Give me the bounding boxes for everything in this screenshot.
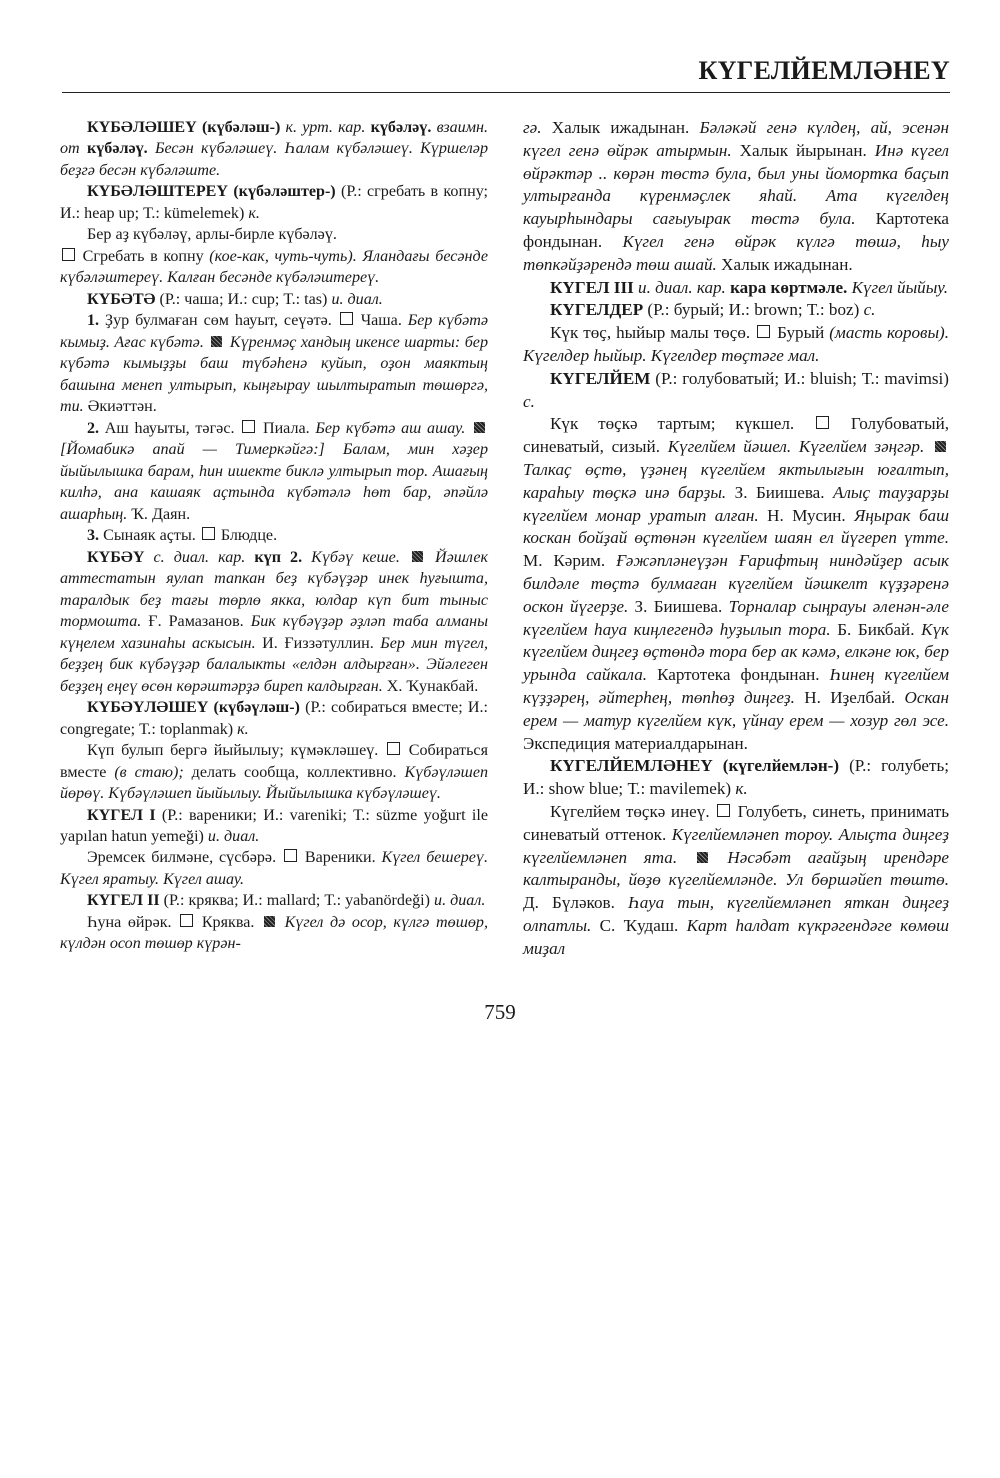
square-box-icon <box>284 849 297 862</box>
filled-square-icon <box>697 852 708 863</box>
entry-kugelder: КҮГЕЛДЕР (Р.: бурый; И.: brown; Т.: boz) с. Күк төҫ, һыйыр малы төҫө. Бурый (масть коровы). Күгелдер һыйыр. Күгелдер төҫтәге мал. <box>523 300 949 365</box>
square-box-icon <box>62 248 75 261</box>
sense-1: 1. Ҙур булмаған сөм һауыт, сеүәтә. Чаша. Бер күбәтә кымыҙ. Ағас күбәтә. Күренмәҫ хандың икенсе шарты: бер күбәтә кымыҙҙы баш түбәһенә куйып, оҙон маяктың башына менеп ултырып, кыңғырау шылтыратып төшөргә, ти. Әкиәттән. <box>60 312 489 416</box>
entry-kubewleshew: КҮБӘҮЛӘШЕҮ (күбәүләш-) (Р.: собираться вместе; И.: congregate; Т.: toplanmak) к. Күп булып бергә йыйылыу; күмәкләшеү. Собираться вместе (в стаю); делать сообща, коллективно. Күбәүләшеп йөрөү. Күбәүләшеп йыйылыу. Йыйылышка күбәүләшеү. <box>60 699 489 803</box>
filled-square-icon <box>264 916 275 927</box>
square-box-icon <box>717 804 730 817</box>
entry-kugel-3: КҮГЕЛ III и. диал. кар. кара көртмәле. Күгел йыйыу. <box>550 277 949 297</box>
entry-kubeleshterew: КҮБӘЛӘШТЕРЕҮ (күбәләштер-) (Р.: сгребать в копну; И.: heap up; Т.: kümelemek) к. Бер аҙ күбәләү, арлы-бирле күбәләү. Сгребать в копну (кое-как, чуть-чуть). Яландағы бесәнде күбәләштереү. Калған бесәнде күбәләштереү. <box>60 183 488 287</box>
entry-kubete: КҮБӘТӘ (Р.: чаша; И.: cup; Т.: tas) и. диал. <box>87 290 383 308</box>
running-header <box>62 52 950 93</box>
filled-square-icon <box>412 551 423 562</box>
square-box-icon <box>757 325 770 338</box>
entry-continuation: гә. Халык ижадынан. Бәләкәй генә күлдең, ай, эсенән күгел генә өйрәк атырмын. Халык йырынан. Инә күгел өйрәктәр .. көрән төстә була, был уны йомортка баҫып ултырғанда күренмәҫлек яһай. Ата күгелдең кауырһындары сағыуырак төстә була. Картотека фондынан. Күгел генә өйрәк күлгә төшә, һыу төпкәйҙәрендә төш ашай. Халык ижадынан. <box>523 118 949 274</box>
page-header-title: КҮГЕЛЙЕМЛӘНЕҮ <box>698 56 950 85</box>
filled-square-icon <box>474 422 485 433</box>
entry-kugel-1: КҮГЕЛ I (Р.: вареники; И.: vareniki; Т.: süzme yoğurt ile yapılan hatun yemeği) и. диал. Эремсек билмәне, сүсбәрә. Вареники. Күгел бешереү. Күгел яратыу. Күгел ашау. <box>60 806 488 888</box>
page-number: 759 <box>484 1000 516 1024</box>
filled-square-icon <box>211 336 222 347</box>
right-column <box>523 117 949 960</box>
entry-kugelyem: КҮГЕЛЙЕМ (Р.: голубоватый; И.: bluish; Т.: mavimsi) с. Күк төҫкә тартым; күкшел. Голубоватый, синеватый, сизый. Күгелйем йәшел. Күгелйем зәңгәр. Талкаҫ өҫтө, үҙәнең күгелйем яктылығын юғалтып, караһыу төҫкә инә барҙы. З. Биишева. Алыҫ тауҙарҙы күгелйем монар уратып алған. Н. Мусин. Яңырак баш коскан бойҙай өҫтөнән күгелйем шаян ел йүгереп үтте. М. Кәрим. Ғәжәпләнеүҙән Ғарифтың ниндәйҙер асык билдәле төҫтә булмаған күгелйем йәшкелт күҙҙәренә оскон йүгерҙе. З. Биишева. Торналар сыңрауы әленән-әле күгелйем һауа киңлегендә һуҙылып тора. Б. Бикбай. Күк күгелйем диңгеҙ өҫтөндә тора бер ак кәмә, елкәне юк, бер урында сайкала. Картотека фондынан. Һинең күгелйем күҙҙәрең, әйтерһең, төпһөҙ диңгеҙ. Н. Иҙелбай. Оскан ерем — матур күгелйем күк, үйнау ерем — хозур гөл эсе. Экспедиция материалдарынан. <box>523 368 950 753</box>
entry-kubeleshew: КҮБӘЛӘШЕҮ (күбәләш-) к. урт. кар. күбәләү. взаимн. от күбәләү. Бесән күбәләшеү. Һалам күбәләшеү. Күршеләр беҙгә бесән күбәләште. <box>60 119 489 179</box>
square-box-icon <box>242 420 255 433</box>
sense-3: 3. Сынаяк аҫты. Блюдце. <box>87 527 278 545</box>
entry-kugelyemlenew: КҮГЕЛЙЕМЛӘНЕҮ (күгелйемлән-) (Р.: голубеть; И.: show blue; Т.: mavilemek) к. Күгелйем төҫкә инеү. Голубеть, синеть, принимать синеватый оттенок. Күгелйемләнеп тороу. Алыҫта диңгеҙ күгелйемләнеп ята. Нәсәбәт ағайҙың ирендәре калтыранды, йөҙө күгелйемләнде. Ул бөршәйеп төштө. Д. Бүләков. Һауа тын, күгелйемләнеп яткан диңгеҙ олпатлы. С. Ҡудаш. Карт һалдат күкрәгендәге көмөш миҙал <box>523 756 949 958</box>
sense-2: 2. Аш һауыты, тәгәс. Пиала. Бер күбәтә аш ашау. [Йомабикә апай — Тимеркәйгә:] Балам, мин хәҙер йыйылышка барам, һин ишекте биклә ултырып тор. Ашағың килһә, ана кашаяк аҫтында күбәтәлә һөт бар, әпәйлә ашарһың. Ҡ. Даян. <box>60 419 488 523</box>
square-box-icon <box>816 416 829 429</box>
square-box-icon <box>202 527 215 540</box>
entry-kugel-2: КҮГЕЛ II (Р.: кряква; И.: mallard; Т.: yabanördeği) и. диал. Һуна өйрәк. Кряква. Күгел дә осор, күлгә төшөр, күлдән осоп төшөр күрән- <box>60 892 488 953</box>
square-box-icon <box>340 312 353 325</box>
entry-kubew: КҮБӘҮ с. диал. кар. күп 2. Күбәү кеше. Йәшлек аттестатын яулап тапкан беҙ күбәүҙәр инек һуғышта, таралдык беҙ тағы төрлө якка, юлдар күп бит тыныс тормошта. Ғ. Рамазанов. Бик күбәүҙәр әҙләп таба алманы күңелем хазинаһы аскысын. И. Ғиззәтуллин. Бер мин түгел, беҙҙең бик күбәүҙәр балалыкты «елдән алдырған». Эйәлеген беҙҙең еңеү өсөн көрәштәрҙә биреп калдырған. Х. Ҡунакбай. <box>60 548 488 695</box>
left-column <box>60 117 488 955</box>
square-box-icon <box>180 914 193 927</box>
square-box-icon <box>387 742 400 755</box>
filled-square-icon <box>935 441 946 452</box>
